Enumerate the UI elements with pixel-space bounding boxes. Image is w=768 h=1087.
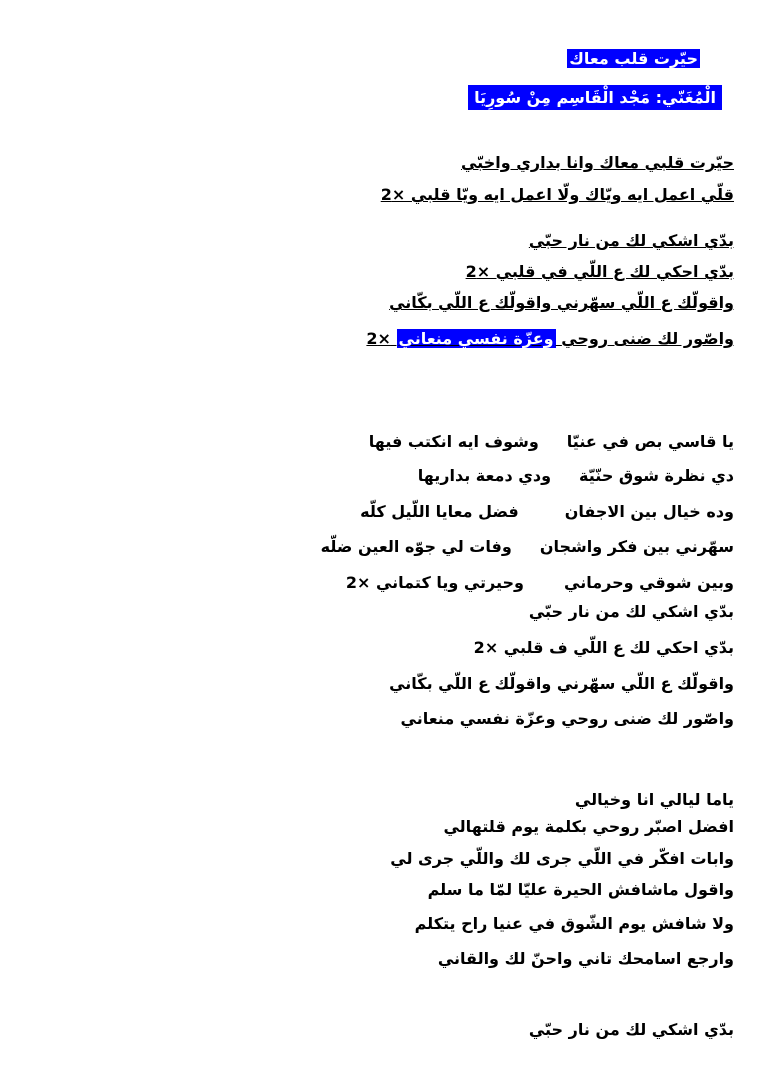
verse3-line-6: وارجع اسامحك تاني واحنّ لك والقاني [437,949,734,968]
chorus2-line-4: واصّور لك ضنى روحي وعزّة نفسي منعاني [400,709,734,728]
verse2-line-1: يا قاسي بص في عنيّاوشوف ايه انكتب فيها [368,432,734,451]
singer-credit: الْمُغَنّي: مَجْد الْقَاسِم مِنْ سُورِيَا [468,88,722,108]
song-title: حيّرت قلب معاك [569,49,698,68]
chorus2-line-2: بدّي احكي لك ع اللّي ف قلبي ×2 [473,638,734,657]
verse3-line-2: افضل اصبّر روحي بكلمة يوم قلتهالي [443,817,734,836]
verse2-line-3: وده خيال بين الاجفانفضل معايا اللّيل كلّه [360,502,734,521]
verse2-line-2: دي نظرة شوق حنّيّةودي دمعة بداريها [417,466,734,485]
verse1-line-4: بدّي احكي لك ع اللّي في قلبي ×2 [465,262,734,281]
verse2-line-5: وبين شوقي وحرمانيوحيرتي ويا كتماني ×2 [345,573,734,592]
chorus2-line-3: واقولّك ع اللّي سهّرني واقولّك ع اللّي بكّاني [389,674,734,693]
verse1-line-6: واصّور لك ضنى روحي وعزّة نفسي منعاني ×2 [366,329,734,348]
verse3-line-5: ولا شافش يوم الشّوق في عنيا راح يتكلم [414,914,734,933]
verse1-line-3: بدّي اشكي لك من نار حبّي [528,231,734,250]
closing-line: بدّي اشكي لك من نار حبّي [528,1020,734,1039]
verse3-line-3: وابات افكّر في اللّي جرى لك واللّي جرى لي [390,849,734,868]
verse1-line-2: قلّي اعمل ايه ويّاك ولّا اعمل ايه ويّا قلبي ×2 [380,185,734,204]
highlighted-phrase: وعزّة نفسي منعاني [398,329,554,348]
verse2-line-4: سهّرني بين فكر واشجانوفات لي جوّه العين ضلّه [320,537,734,556]
verse1-line-5: واقولّك ع اللّي سهّرني واقولّك ع اللّي بكّاني [389,293,734,312]
chorus2-line-1: بدّي اشكي لك من نار حبّي [528,602,734,621]
verse3-line-4: واقول ماشافش الحيرة عليّا لمّا ما سلم [427,880,734,899]
verse3-line-1: ياما ليالي انا وخيالي [574,790,734,809]
verse1-line-1: حيّرت قلبي معاك وانا بداري واخبّي [460,153,734,172]
